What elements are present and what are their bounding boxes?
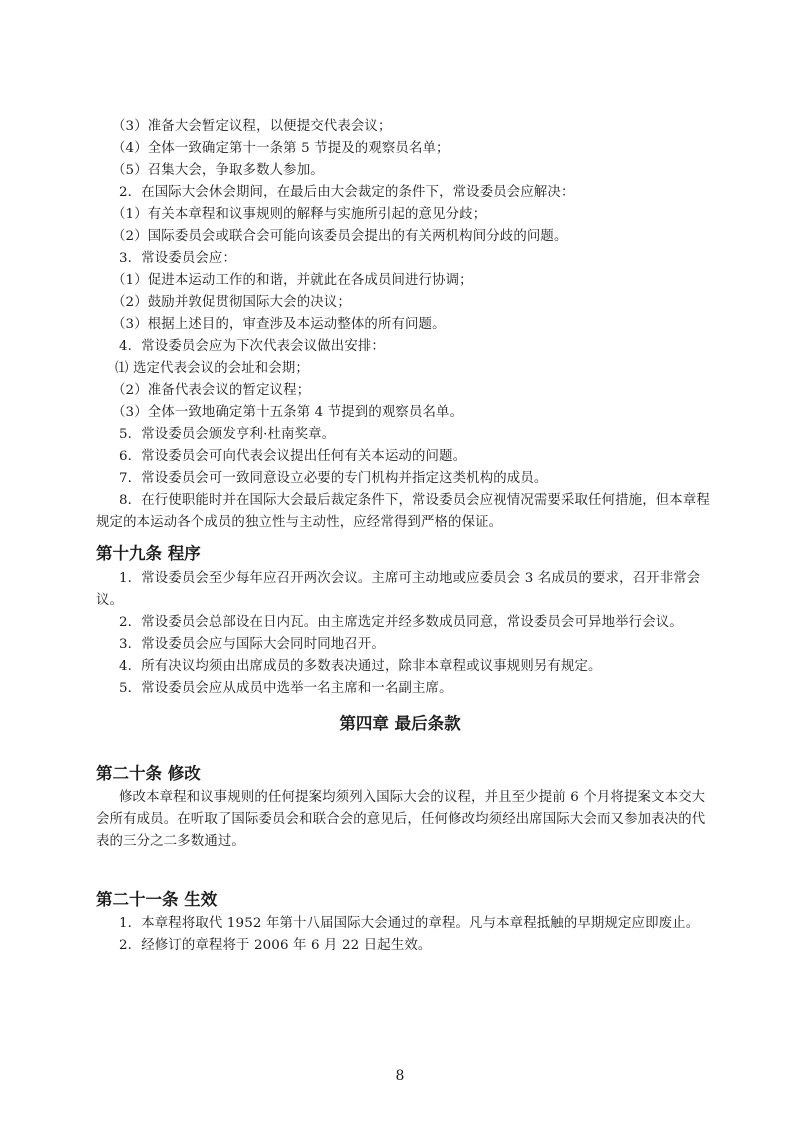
art18-line-4: 2．在国际大会休会期间，在最后由大会裁定的条件下，常设委员会应解决：: [119, 185, 575, 200]
art21-line-2: 2．经修订的章程将于 2006 年 6 月 22 日起生效。: [119, 938, 432, 953]
art18-line-11: 4．常设委员会应为下次代表会议做出安排：: [119, 339, 385, 354]
art20-line-1: 修改本章程和议事规则的任何提案均须列入国际大会的议程，并且至少提前 6 个月将提案文本交大: [119, 790, 706, 805]
art18-line-19: 规定的本运动各个成员的独立性与主动性，应经常得到严格的保证。: [96, 515, 503, 530]
art18-line-13: （2）准备代表会议的暂定议程；: [112, 383, 311, 398]
art18-line-5: （1）有关本章程和议事规则的解释与实施所引起的意见分歧；: [112, 207, 487, 222]
art19-line-2: 议。: [96, 593, 124, 608]
art18-line-2: （4）全体一致确定第十一条第 5 节提及的观察员名单；: [112, 141, 450, 156]
chapter-4-heading: 第四章 最后条款: [339, 714, 461, 733]
art18-line-10: （3）根据上述目的，审查涉及本运动整体的所有问题。: [112, 317, 446, 332]
page-number: 8: [395, 1068, 405, 1084]
art20-line-3: 表的三分之二多数通过。: [96, 834, 245, 849]
art19-line-1: 1．常设委员会至少每年应召开两次会议。主席可主动地或应委员会 3 名成员的要求，召开非常会: [119, 571, 701, 586]
art18-line-7: 3．常设委员会应：: [119, 251, 236, 266]
art18-line-14: （3）全体一致地确定第十五条第 4 节提到的观察员名单。: [112, 405, 464, 420]
art18-line-16: 6．常设委员会可向代表会议提出任何有关本运动的问题。: [119, 449, 467, 464]
art20-line-2: 会所有成员。在听取了国际委员会和联合会的意见后，任何修改均须经出席国际大会而又参加表决的代: [96, 812, 706, 827]
art19-line-5: 4．所有决议均须由出席成员的多数表决通过，除非本章程或议事规则另有规定。: [119, 659, 602, 674]
art19-line-3: 2．常设委员会总部设在日内瓦。由主席选定并经多数成员同意，常设委员会可异地举行会议。: [119, 615, 683, 630]
art18-line-12: ⑴ 选定代表会议的会址和会期；: [115, 361, 309, 376]
article-21-heading: 第二十一条 生效: [96, 890, 218, 909]
art21-line-1: 1．本章程将取代 1952 年第十八届国际大会通过的章程。凡与本章程抵触的早期规定应即废止。: [119, 916, 700, 931]
article-19-heading: 第十九条 程序: [96, 544, 201, 563]
art18-line-18: 8．在行使职能时并在国际大会最后裁定条件下，常设委员会应视情况需要采取任何措施，但本章程: [119, 493, 710, 508]
art18-line-9: （2）鼓励并敦促贯彻国际大会的决议；: [112, 295, 351, 310]
article-20-heading: 第二十条 修改: [96, 764, 201, 783]
art18-line-3: （5）召集大会，争取多数人参加。: [112, 163, 324, 178]
art19-line-6: 5．常设委员会应从成员中选举一名主席和一名副主席。: [119, 681, 453, 696]
art18-line-6: （2）国际委员会或联合会可能向该委员会提出的有关两机构间分歧的问题。: [112, 229, 568, 244]
art18-line-1: （3）准备大会暂定议程，以便提交代表会议；: [112, 119, 392, 134]
art18-line-15: 5．常设委员会颁发亨利·杜南奖章。: [119, 427, 336, 442]
art19-line-4: 3．常设委员会应与国际大会同时同地召开。: [119, 637, 385, 652]
art18-line-8: （1）促进本运动工作的和谐，并就此在各成员间进行协调；: [112, 273, 473, 288]
art18-line-17: 7．常设委员会可一致同意设立必要的专门机构并指定这类机构的成员。: [119, 471, 548, 486]
